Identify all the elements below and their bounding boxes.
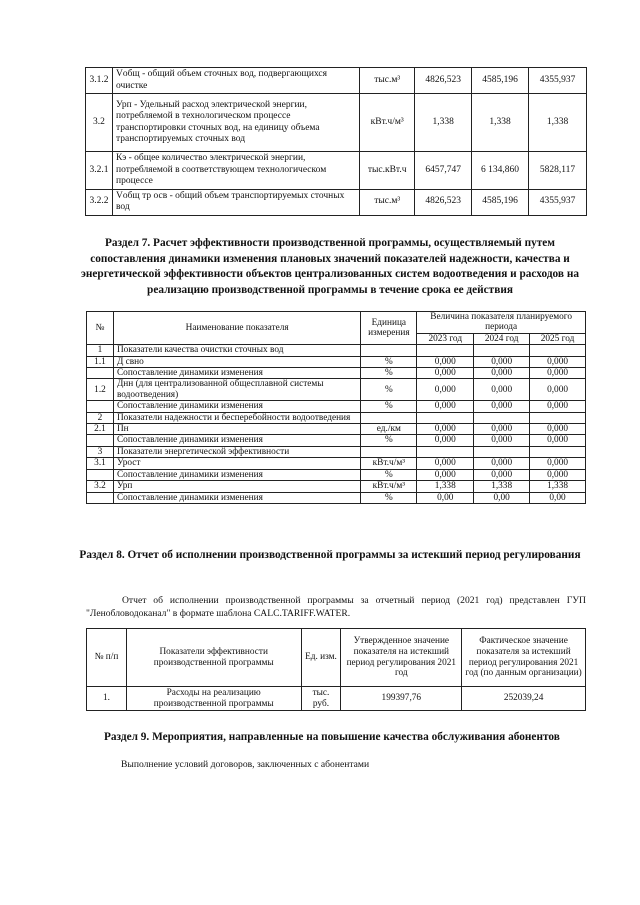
cell-actual: 252039,24 bbox=[462, 687, 586, 711]
cell-num: 1. bbox=[87, 687, 127, 711]
table-row bbox=[87, 458, 586, 469]
table-row bbox=[87, 368, 586, 379]
cell-v1: 0,000 bbox=[417, 469, 474, 480]
cell-num: 3.2 bbox=[87, 481, 114, 492]
cell-v1: 0,000 bbox=[417, 435, 474, 446]
table-program-report bbox=[86, 628, 586, 711]
cell-v2 bbox=[474, 412, 530, 423]
section8-para-line1: Отчет об исполнении производственной программы за отчетный период (2021 год) представлен ГУП bbox=[122, 595, 586, 606]
table-row bbox=[87, 469, 586, 480]
section8-para-line2: "Ленобловодоканал" в формате шаблона CALC.TARIFF.WATER. bbox=[86, 608, 351, 619]
table-row bbox=[87, 412, 586, 423]
table-row bbox=[87, 435, 586, 446]
col-header-approved: Утвержденное значение показателя на истекший период регулирования 2021 год bbox=[341, 629, 462, 687]
cell-unit: тыс.кВт.ч bbox=[360, 152, 415, 190]
cell-num: 3.1.2 bbox=[86, 68, 113, 94]
cell-v2: 0,000 bbox=[474, 458, 530, 469]
table-row bbox=[87, 446, 586, 457]
cell-v1: 0,000 bbox=[417, 424, 474, 435]
table-row bbox=[87, 345, 586, 356]
cell-name: Урп bbox=[113, 481, 360, 492]
cell-v3 bbox=[530, 412, 586, 423]
cell-unit: кВт.ч/м³ bbox=[361, 458, 417, 469]
section9-text: Выполнение условий договоров, заключенных с абонентами bbox=[121, 759, 370, 770]
cell-num: 3 bbox=[87, 446, 114, 457]
cell-v2 bbox=[474, 345, 530, 356]
cell-v1: 6457,747 bbox=[415, 152, 472, 190]
cell-v2: 6 134,860 bbox=[472, 152, 529, 190]
cell-unit: % bbox=[361, 401, 417, 412]
cell-name: Сопоставление динамики изменения bbox=[113, 469, 360, 480]
cell-v1 bbox=[417, 446, 474, 457]
cell-name: Д свно bbox=[113, 356, 360, 367]
table-row bbox=[87, 687, 586, 711]
cell-num: 2.1 bbox=[87, 424, 114, 435]
cell-unit bbox=[361, 412, 417, 423]
table-row bbox=[86, 94, 587, 152]
section8-paragraph bbox=[86, 594, 586, 620]
cell-v3: 0,00 bbox=[530, 492, 586, 503]
cell-v3: 0,000 bbox=[530, 401, 586, 412]
col-header-name: Наименование показателя bbox=[113, 312, 360, 345]
cell-num bbox=[87, 368, 114, 379]
cell-v3: 4355,937 bbox=[529, 68, 587, 94]
cell-v2: 1,338 bbox=[472, 94, 529, 152]
col-header-actual: Фактическое значение показателя за истекший период регулирования 2021 год (по данным организации) bbox=[462, 629, 586, 687]
cell-v2: 0,000 bbox=[474, 469, 530, 480]
cell-v1: 0,000 bbox=[417, 356, 474, 367]
cell-name: Сопоставление динамики изменения bbox=[113, 435, 360, 446]
cell-unit: % bbox=[361, 469, 417, 480]
cell-v1: 1,338 bbox=[417, 481, 474, 492]
cell-name: Урп - Удельный расход электрической энергии, потребляемой в технологическом процессе транспортировки сточных вод, на единицу объема транспортируемых сточных вод bbox=[112, 94, 359, 152]
cell-v1: 0,000 bbox=[417, 379, 474, 401]
cell-unit: тыс.м³ bbox=[360, 68, 415, 94]
table-row bbox=[87, 492, 586, 503]
col-header-2023: 2023 год bbox=[417, 333, 474, 344]
cell-v1: 4826,523 bbox=[415, 189, 472, 215]
cell-v1: 0,000 bbox=[417, 401, 474, 412]
cell-num bbox=[87, 492, 114, 503]
cell-num: 1.2 bbox=[87, 379, 114, 401]
col-header-2024: 2024 год bbox=[474, 333, 530, 344]
table-row bbox=[87, 401, 586, 412]
col-header-name: Показатели эффективности производственной программы bbox=[126, 629, 301, 687]
cell-name: Сопоставление динамики изменения bbox=[113, 401, 360, 412]
cell-num: 3.2 bbox=[86, 94, 113, 152]
cell-num bbox=[87, 469, 114, 480]
table-efficiency-indicators-continued bbox=[85, 67, 587, 216]
table-row bbox=[87, 379, 586, 401]
cell-v3: 0,000 bbox=[530, 435, 586, 446]
cell-v2: 0,000 bbox=[474, 435, 530, 446]
cell-approved: 199397,76 bbox=[341, 687, 462, 711]
table-row bbox=[86, 189, 587, 215]
cell-v3: 4355,937 bbox=[529, 189, 587, 215]
col-header-unit: Единица измерения bbox=[361, 312, 417, 345]
cell-name: Днн (для централизованной общесплавной системы водоотведения) bbox=[113, 379, 360, 401]
cell-v2: 1,338 bbox=[474, 481, 530, 492]
cell-v3: 1,338 bbox=[530, 481, 586, 492]
section7-title: Раздел 7. Расчет эффективности производственной программы, осуществляемый путем сопоставления динамики изменения плановых значений показателей надежности, качества и энергетической эффективности объектов централизованных систем водоотведения и расходов на реализацию производственной программы в течение срока ее действия bbox=[81, 237, 579, 296]
cell-num: 2 bbox=[87, 412, 114, 423]
cell-v2 bbox=[474, 446, 530, 457]
cell-unit: тыс. руб. bbox=[301, 687, 341, 711]
cell-v2: 0,000 bbox=[474, 401, 530, 412]
cell-name: Кэ - общее количество электрической энергии, потребляемой в соответствующем технологическом процессе bbox=[112, 152, 359, 190]
cell-v1 bbox=[417, 412, 474, 423]
col-header-2025: 2025 год bbox=[530, 333, 586, 344]
cell-name: Vобщ тр осв - общий объем транспортируемых сточных вод bbox=[112, 189, 359, 215]
cell-v2: 0,000 bbox=[474, 356, 530, 367]
cell-v2: 0,00 bbox=[474, 492, 530, 503]
cell-v3: 5828,117 bbox=[529, 152, 587, 190]
cell-name: Показатели надежности и бесперебойности водоотведения bbox=[113, 412, 360, 423]
cell-v3 bbox=[530, 345, 586, 356]
cell-v1: 0,00 bbox=[417, 492, 474, 503]
cell-num bbox=[87, 401, 114, 412]
table-row bbox=[87, 481, 586, 492]
cell-unit: % bbox=[361, 492, 417, 503]
cell-unit: % bbox=[361, 379, 417, 401]
cell-v3: 0,000 bbox=[530, 356, 586, 367]
cell-unit: % bbox=[361, 356, 417, 367]
cell-v3: 0,000 bbox=[530, 469, 586, 480]
cell-num bbox=[87, 435, 114, 446]
cell-num: 3.1 bbox=[87, 458, 114, 469]
cell-name: Показатели энергетической эффективности bbox=[113, 446, 360, 457]
cell-unit bbox=[361, 446, 417, 457]
table-row bbox=[86, 68, 587, 94]
cell-unit bbox=[361, 345, 417, 356]
cell-v1 bbox=[417, 345, 474, 356]
cell-v3: 0,000 bbox=[530, 379, 586, 401]
cell-name: Пн bbox=[113, 424, 360, 435]
section9-title: Раздел 9. Мероприятия, направленные на повышение качества обслуживания абонентов bbox=[104, 731, 560, 743]
cell-num: 3.2.1 bbox=[86, 152, 113, 190]
cell-name: Расходы на реализацию производственной программы bbox=[126, 687, 301, 711]
cell-v2: 0,000 bbox=[474, 368, 530, 379]
col-header-num: № bbox=[87, 312, 114, 345]
table-row bbox=[87, 356, 586, 367]
cell-unit: кВт.ч/м³ bbox=[361, 481, 417, 492]
cell-v1: 0,000 bbox=[417, 368, 474, 379]
cell-unit: кВт.ч/м³ bbox=[360, 94, 415, 152]
cell-unit: тыс.м³ bbox=[360, 189, 415, 215]
cell-v3 bbox=[530, 446, 586, 457]
cell-unit: % bbox=[361, 435, 417, 446]
cell-v2: 4585,196 bbox=[472, 189, 529, 215]
cell-v3: 1,338 bbox=[529, 94, 587, 152]
cell-name: Показатели качества очистки сточных вод bbox=[113, 345, 360, 356]
section8-title: Раздел 8. Отчет об исполнении производственной программы за истекший период регулирования bbox=[79, 549, 581, 561]
table-efficiency-dynamics bbox=[86, 311, 586, 504]
col-header-period: Величина показателя планируемого периода bbox=[417, 312, 586, 334]
cell-v3: 0,000 bbox=[530, 458, 586, 469]
cell-v1: 4826,523 bbox=[415, 68, 472, 94]
table-row bbox=[86, 152, 587, 190]
cell-v2: 4585,196 bbox=[472, 68, 529, 94]
cell-name: Vобщ - общий объем сточных вод, подвергающихся очистке bbox=[112, 68, 359, 94]
cell-name: Сопоставление динамики изменения bbox=[113, 492, 360, 503]
cell-v2: 0,000 bbox=[474, 424, 530, 435]
cell-name: Урост bbox=[113, 458, 360, 469]
cell-v1: 1,338 bbox=[415, 94, 472, 152]
table-row bbox=[87, 424, 586, 435]
col-header-unit: Ед. изм. bbox=[301, 629, 341, 687]
cell-unit: ед./км bbox=[361, 424, 417, 435]
cell-num: 1 bbox=[87, 345, 114, 356]
cell-unit: % bbox=[361, 368, 417, 379]
cell-num: 1.1 bbox=[87, 356, 114, 367]
cell-v3: 0,000 bbox=[530, 368, 586, 379]
col-header-num: № п/п bbox=[87, 629, 127, 687]
cell-v2: 0,000 bbox=[474, 379, 530, 401]
cell-v3: 0,000 bbox=[530, 424, 586, 435]
cell-num: 3.2.2 bbox=[86, 189, 113, 215]
cell-v1: 0,000 bbox=[417, 458, 474, 469]
cell-name: Сопоставление динамики изменения bbox=[113, 368, 360, 379]
